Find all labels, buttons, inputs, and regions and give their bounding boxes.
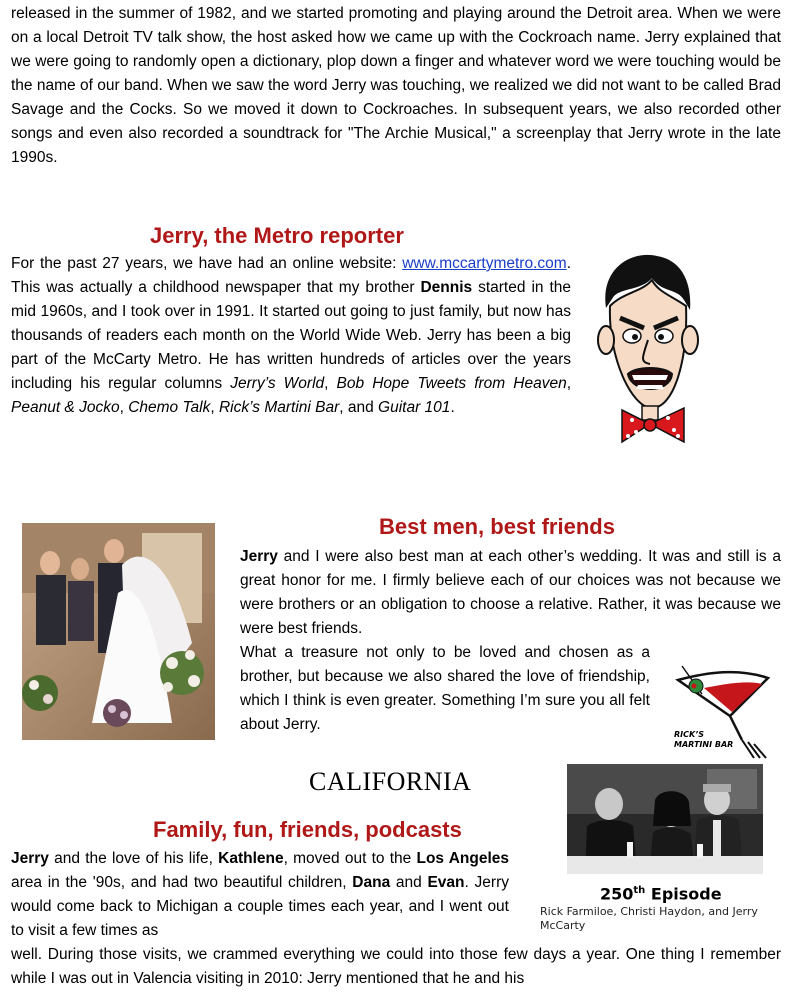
intro-text: released in the summer of 1982, and we started promoting and playing around the Detroit area. When we were on a local Detroit TV talk show, the host asked how we came up with the Cockroach name. Jerry explained that we were going to randomly open a dictionary, plop down a finger and whatever word we were touching would be the name of our band. When we saw the word Jerry was touching, we realized we did not want to be called Brad Savage and the Cocks. So we moved it down to Cockroaches. In subsequent years, we also recorded other songs and even also recorded a soundtrack for "The Archie Musical," a screenplay that Jerry wrote in the late 1990s. bbox=[11, 5, 781, 166]
metro-text-3: started in the mid 1960s, and I took over in 1991. It started out going to just family, but now has thousands of readers each month on the World Wide Web. Jerry has been a big part of the McCarty Metro. He has written hundreds of articles over the years including his regular columns bbox=[11, 279, 572, 392]
evan-name: Evan bbox=[427, 874, 465, 891]
jerry-name: Jerry bbox=[11, 850, 49, 867]
california-title: CALIFORNIA bbox=[309, 767, 472, 796]
column-title: Guitar 101 bbox=[378, 399, 451, 416]
sep: , bbox=[566, 375, 572, 392]
bestmen-text-2: What a treasure not only to be loved and chosen as a brother, but because we also shared the love of friendship, which I think is even greater. Something I’m sure you all felt about Jerry. bbox=[240, 644, 650, 733]
podcast-episode-label bbox=[600, 881, 722, 904]
dana-name: Dana bbox=[352, 874, 391, 891]
episode-word: Episode bbox=[645, 884, 722, 904]
metro-paragraph bbox=[11, 252, 571, 420]
dennis-name: Dennis bbox=[420, 279, 473, 296]
bestmen-paragraph-2 bbox=[240, 641, 650, 737]
sep: . bbox=[450, 399, 455, 416]
bestmen-paragraph bbox=[240, 545, 781, 641]
logo-line-2: MARTINI BAR bbox=[674, 740, 734, 749]
column-title: Rick’s Martini Bar bbox=[218, 399, 340, 416]
jerry-name: Jerry bbox=[240, 548, 278, 565]
ca-text: and the love of his life, bbox=[48, 850, 219, 867]
column-title: Jerry’s World bbox=[230, 375, 325, 392]
kathlene-name: Kathlene bbox=[218, 850, 284, 867]
metro-text-2: . This was actually a childhood newspaper that my brother bbox=[11, 255, 571, 296]
episode-number: 250 bbox=[600, 884, 634, 904]
ca-text: , moved out to the bbox=[283, 850, 417, 867]
column-title: Peanut & Jocko bbox=[11, 399, 120, 416]
logo-line-1: RICK’S bbox=[674, 730, 705, 739]
ricks-martini-bar-logo bbox=[668, 664, 778, 764]
bestmen-heading: Best men, best friends bbox=[379, 514, 615, 539]
metro-heading: Jerry, the Metro reporter bbox=[150, 223, 404, 248]
california-paragraph-cont bbox=[11, 943, 781, 991]
ca-text: area in the '90s, and had two beautiful children, bbox=[11, 874, 353, 891]
martini-stand-icon bbox=[740, 740, 770, 760]
podcast-names-caption: Rick Farmiloe, Christi Haydon, and Jerry McCarty bbox=[540, 905, 758, 932]
sep: , and bbox=[339, 399, 379, 416]
bestmen-text: and I were also best man at each other’s wedding. It was and still is a great honor for me. I firmly believe each of our choices was not because we were brothers or an obligation to choose a relative. Rather, it was because we were best friends. bbox=[240, 548, 781, 637]
ca-text: . Jerry would come back to Michigan a couple times each year, and I went out to visit a few times as bbox=[11, 874, 509, 939]
california-text-cont: well. During those visits, we crammed everything we could into those few days a year. One thing I remember while I was out in Valencia visiting in 2010: Jerry mentioned that he and his bbox=[11, 946, 781, 987]
metro-text-1: For the past 27 years, we have had an online website: bbox=[11, 255, 403, 272]
ca-text: and bbox=[390, 874, 428, 891]
sep: , bbox=[210, 399, 219, 416]
los-angeles-name: Los Angeles bbox=[416, 850, 509, 867]
episode-suffix: th bbox=[633, 885, 646, 896]
sep: , bbox=[324, 375, 337, 392]
sep: , bbox=[119, 399, 129, 416]
california-heading: Family, fun, friends, podcasts bbox=[153, 817, 462, 842]
metro-website-link[interactable]: www.mccartymetro.com bbox=[402, 255, 567, 272]
wedding-photo bbox=[22, 523, 215, 740]
column-title: Bob Hope Tweets from Heaven bbox=[336, 375, 567, 392]
california-paragraph bbox=[11, 847, 509, 943]
intro-paragraph bbox=[11, 2, 781, 170]
podcast-photo bbox=[567, 764, 763, 874]
angry-reporter-cartoon bbox=[592, 248, 702, 448]
column-title: Chemo Talk bbox=[128, 399, 211, 416]
